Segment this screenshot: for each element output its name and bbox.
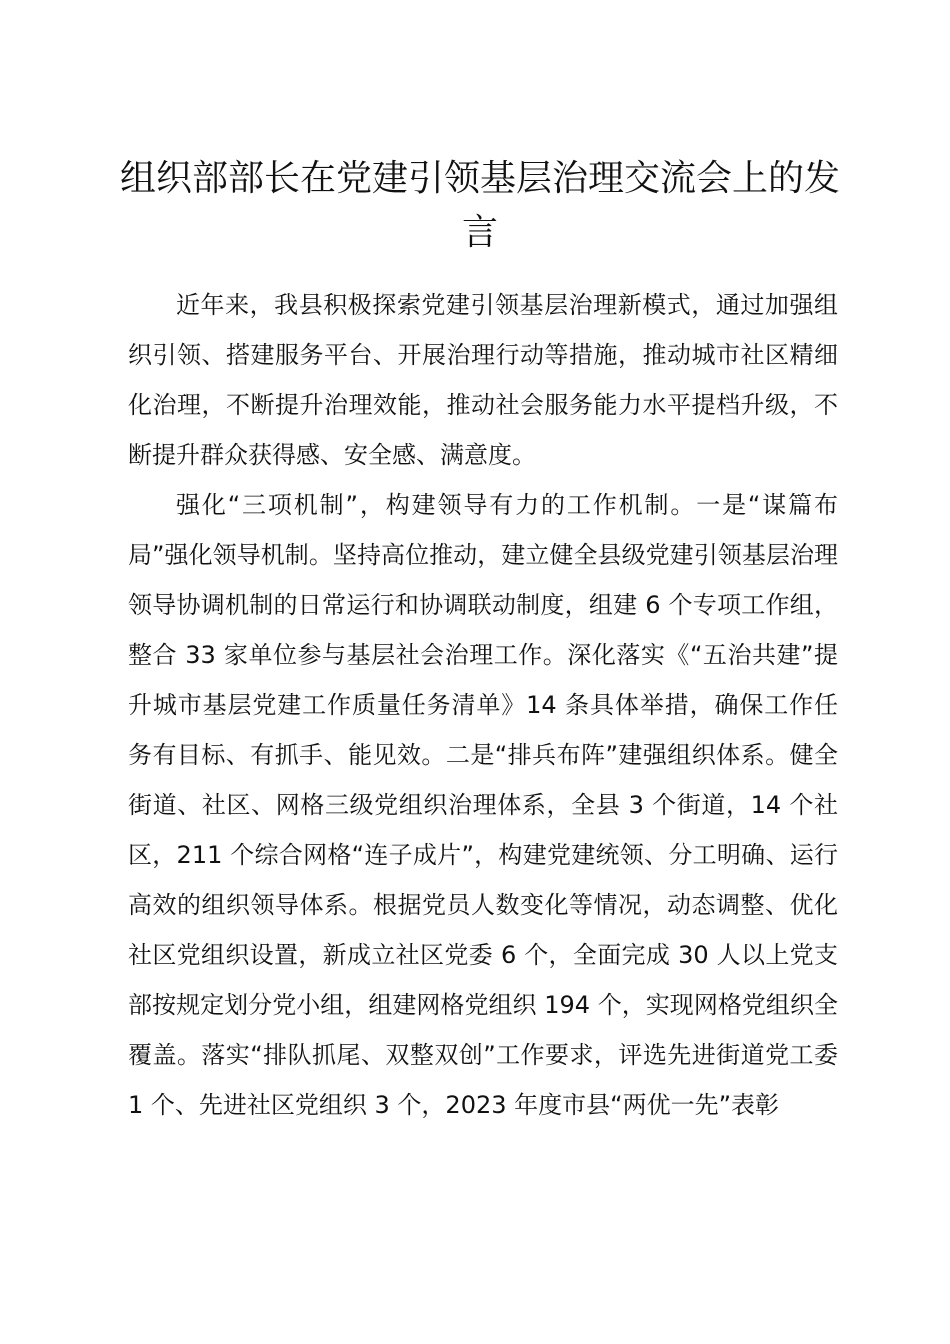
document-body — [128, 280, 838, 1130]
document-title: 组织部部长在党建引领基层治理交流会上的发言 — [120, 158, 841, 253]
paragraph-mechanisms: 强化“三项机制”，构建领导有力的工作机制。一是“谋篇布局”强化领导机制。坚持高位推动，建立健全县级党建引领基层治理领导协调机制的日常运行和协调联动制度，组建 6 个专项工作组，整合 33 家单位参与基层社会治理工作。深化落实《“五治共建”提升城市基层党建工作质量任务清单》14 条具体举措，确保工作任务有目标、有抓手、能见效。二是“排兵布阵”建强组织体系。健全街道、社区、网格三级党组织治理体系，全县 3 个街道，14 个社区，211 个综合网格“连子成片”，构建党建统领、分工明确、运行高效的组织领导体系。根据党员人数变化等情况，动态调整、优化社区党组织设置，新成立社区党委 6 个，全面完成 30 人以上党支部按规定划分党小组，组建网格党组织 194 个，实现网格党组织全覆盖。落实“排队抓尾、双整双创”工作要求，评选先进街道党工委 1 个、先进社区党组织 3 个，2023 年度市县“两优一先”表彰 — [128, 491, 838, 1119]
paragraph-intro: 近年来，我县积极探索党建引领基层治理新模式，通过加强组织引领、搭建服务平台、开展治理行动等措施，推动城市社区精细化治理，不断提升治理效能，推动社会服务能力水平提档升级，不断提升群众获得感、安全感、满意度。 — [128, 291, 838, 469]
